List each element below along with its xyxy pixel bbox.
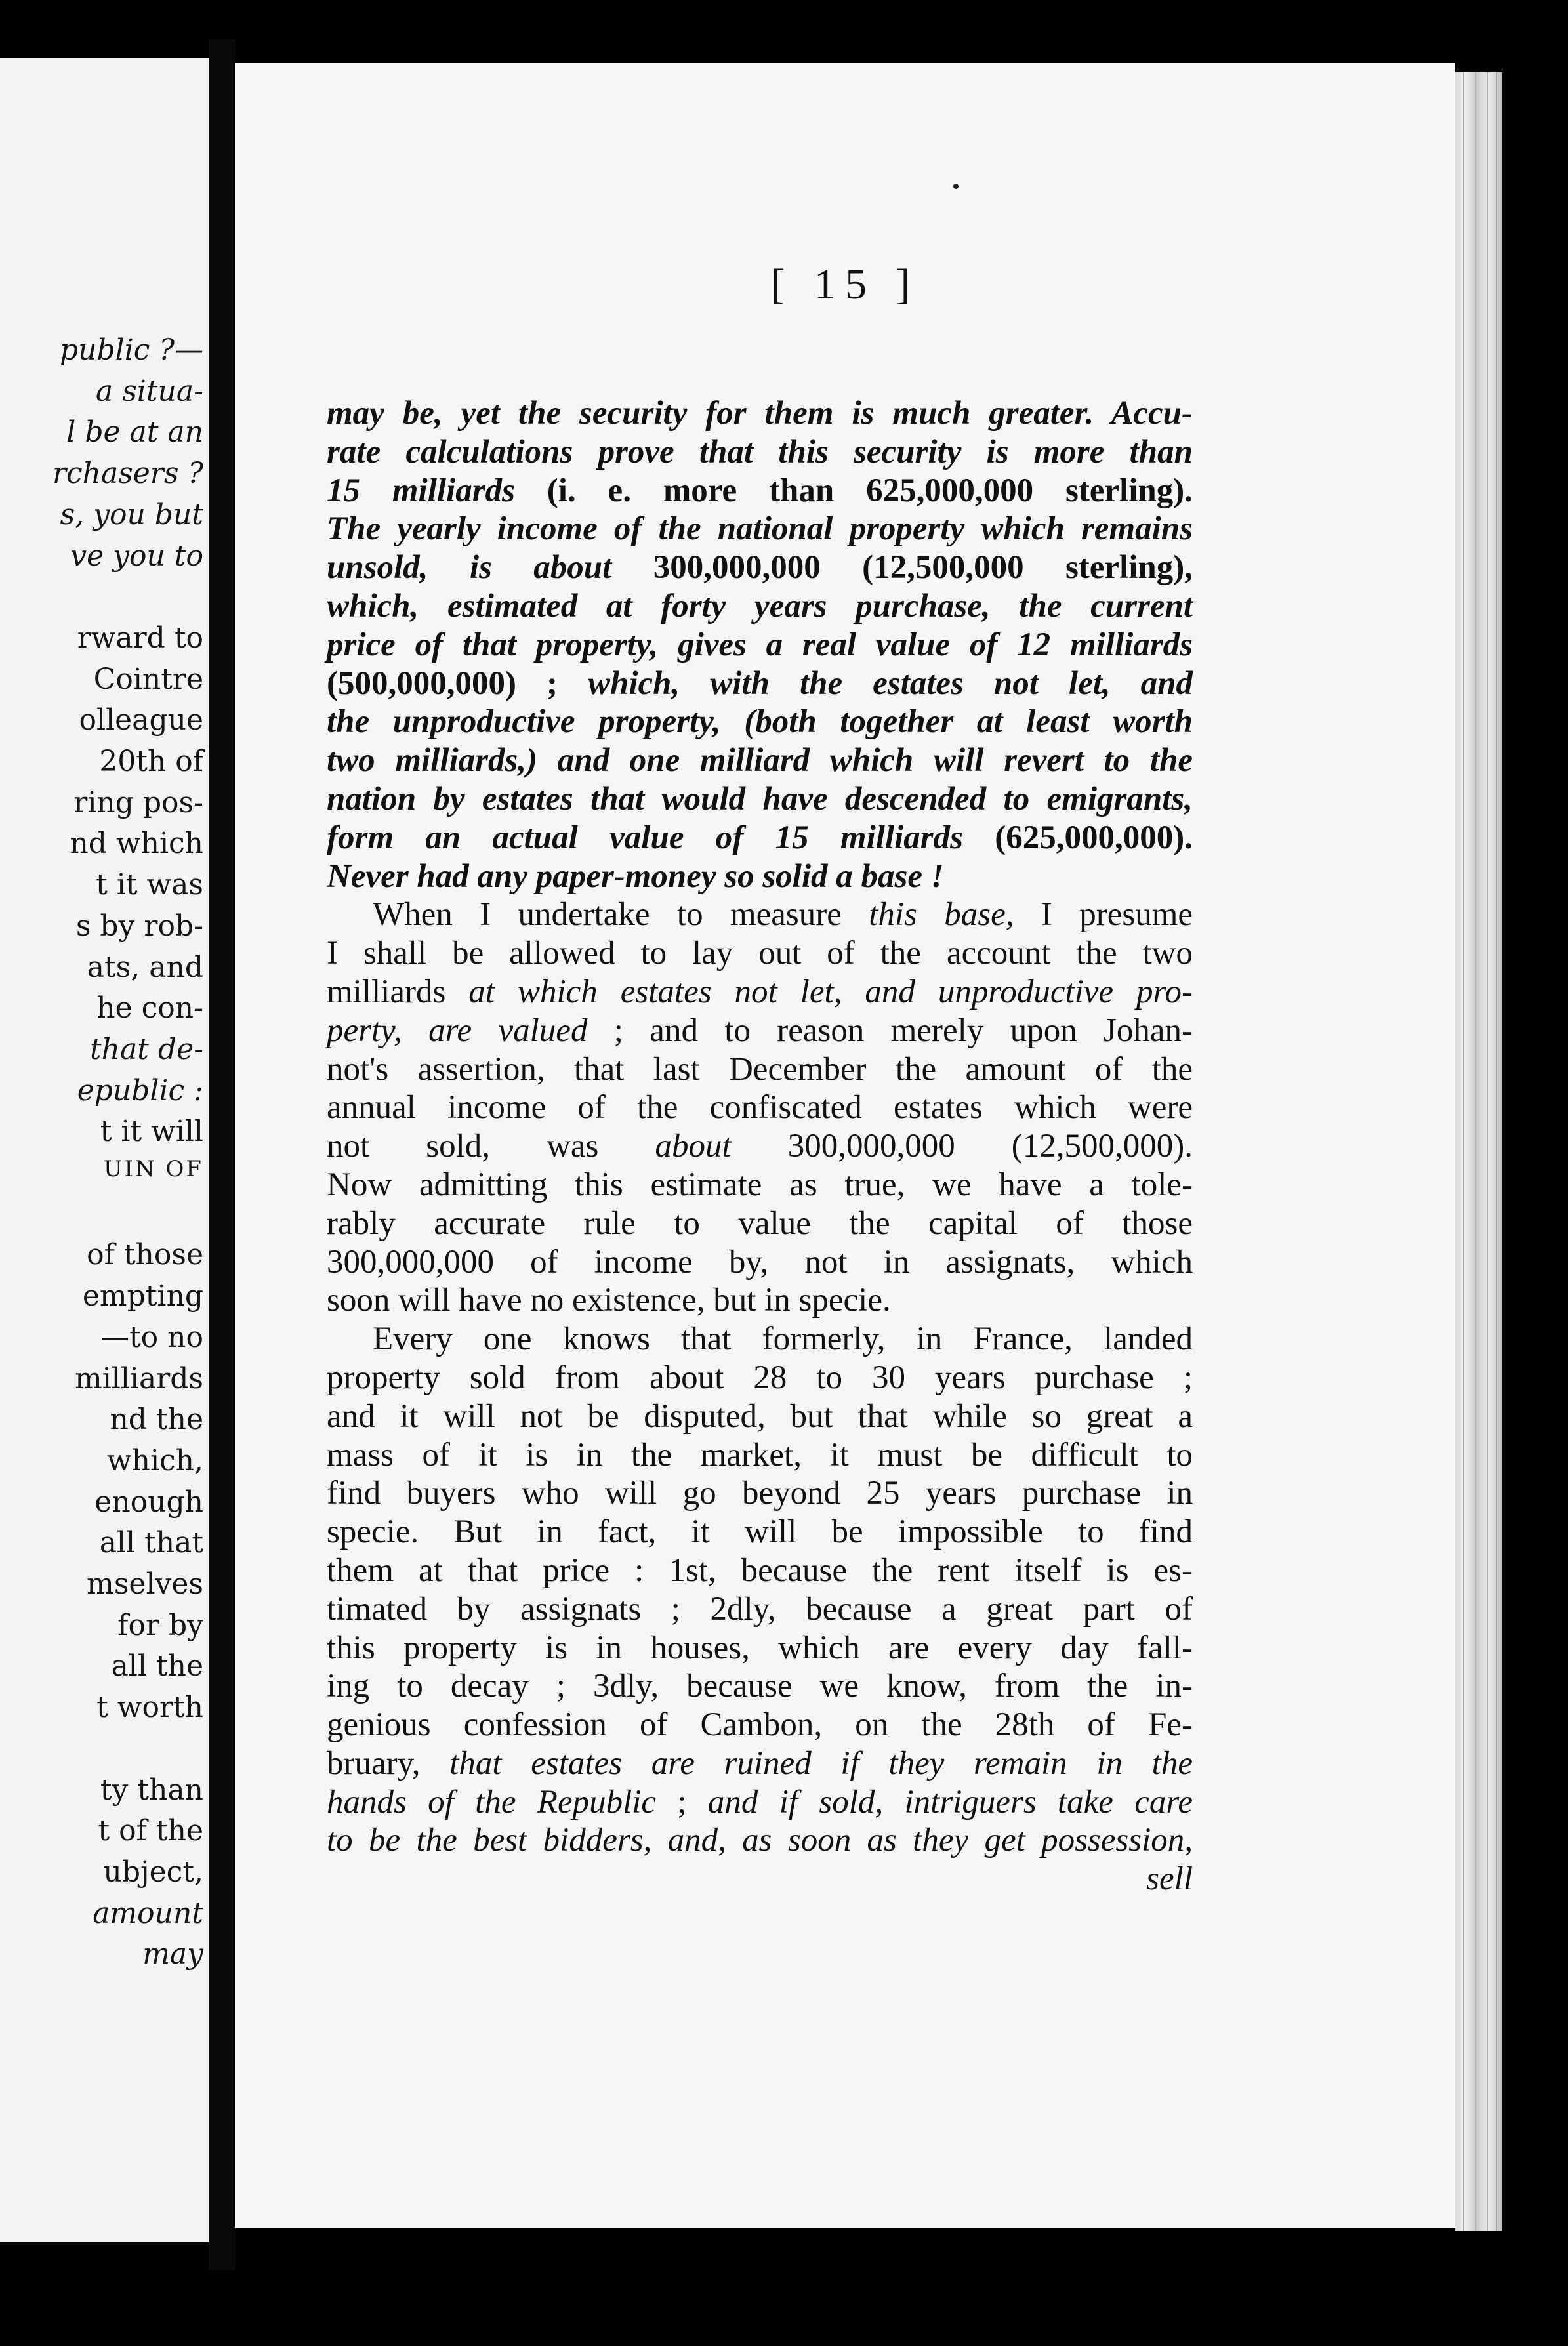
- text-segment: rably accurate rule to value the capital of those: [327, 1204, 1193, 1242]
- left-page-line: for by: [117, 1608, 203, 1642]
- text-line: [327, 626, 1193, 665]
- ink-speck: [953, 184, 959, 189]
- left-page-line: all the: [111, 1649, 203, 1683]
- text-line: [327, 1127, 1193, 1166]
- text-line: [327, 1629, 1193, 1668]
- page-stack-edge: [1455, 72, 1502, 2231]
- text-segment: (500,000,000) ;: [327, 665, 558, 702]
- left-page-line: t it will: [100, 1115, 203, 1149]
- left-page-line: s, you but: [60, 497, 203, 531]
- text-line: [327, 857, 1193, 896]
- binding-gutter: [209, 39, 235, 2270]
- text-segment: annual income of the confiscated estates which were: [327, 1089, 1193, 1126]
- text-segment: hands of the Republic: [327, 1783, 657, 1821]
- text-line: [327, 1397, 1193, 1436]
- text-line: [327, 780, 1193, 819]
- text-segment: milliards: [327, 973, 469, 1010]
- left-page-line: 20th of: [99, 745, 203, 778]
- text-segment: The yearly income of the national property which remains: [327, 510, 1193, 548]
- text-segment: not's assertion, that last December the amount of the: [327, 1050, 1193, 1088]
- text-segment: 12 milliards: [997, 626, 1193, 663]
- left-page-line: t of the: [98, 1814, 203, 1848]
- text-segment: Now admitting this estimate as true, we have a tole-: [327, 1166, 1193, 1203]
- text-segment: timated by assignats ; 2dly, because a great part of: [327, 1590, 1193, 1628]
- text-line: [327, 1821, 1193, 1860]
- text-segment: When I undertake to measure: [373, 896, 869, 934]
- text-line: [327, 1088, 1193, 1127]
- text-segment: Every one knows that formerly, in France, landed: [373, 1321, 1193, 1358]
- catchword: sell: [1146, 1861, 1193, 1898]
- page-number: [ 15 ]: [770, 260, 920, 308]
- text-segment: nation by estates that would have descended to emigrants,: [327, 780, 1193, 817]
- text-line: [327, 1744, 1193, 1783]
- text-line: [327, 1706, 1193, 1744]
- left-page-line: UIN OF: [103, 1156, 203, 1182]
- text-segment: about: [655, 1128, 732, 1165]
- text-line: [327, 1204, 1193, 1243]
- text-line: [327, 1050, 1193, 1089]
- text-line: [327, 741, 1193, 780]
- text-segment: to be the best bidders,: [327, 1822, 652, 1859]
- text-segment: I shall be allowed to lay out of the account the two: [327, 935, 1193, 972]
- text-line: [327, 1320, 1193, 1359]
- text-segment: 300,000,000 of income by, not in assignats, which: [327, 1243, 1193, 1281]
- text-segment: find buyers who will go beyond 25 years purchase in: [327, 1475, 1193, 1512]
- left-page-line: amount: [93, 1896, 203, 1930]
- text-segment: that estates are ruined if they remain in the: [449, 1744, 1193, 1782]
- text-segment: 300,000,000 (12,500,000).: [731, 1128, 1193, 1165]
- text-segment: two milliards,) and one milliard which will revert to the: [327, 742, 1193, 779]
- page: [235, 63, 1455, 2228]
- text-segment: price of that property, gives a real value of: [327, 626, 998, 663]
- text-segment: 15 milliards: [327, 472, 515, 509]
- left-page-line: may: [142, 1937, 203, 1971]
- left-page-line: empting: [82, 1279, 203, 1313]
- text-line: [327, 1513, 1193, 1552]
- text-segment: genious confession of Cambon, on the 28th of Fe-: [327, 1706, 1193, 1744]
- text-line: [327, 1590, 1193, 1629]
- text-segment: ; and to reason merely upon Johan-: [587, 1012, 1193, 1049]
- left-page-line: rchasers ?: [52, 457, 203, 491]
- left-page-line: ubject,: [103, 1855, 203, 1889]
- text-segment: mass of it is in the market, it must be difficult to: [327, 1436, 1193, 1473]
- left-page-line: all that: [99, 1526, 203, 1560]
- left-page-line: l be at an: [66, 415, 203, 449]
- text-line: [327, 510, 1193, 548]
- text-segment: property sold from about 28 to 30 years purchase ;: [327, 1359, 1193, 1396]
- text-segment: 300,000,000 (12,500,000 sterling),: [611, 549, 1193, 586]
- text-segment: at which estates not let, and unproductive pro-: [468, 973, 1193, 1010]
- text-line: [327, 1166, 1193, 1204]
- text-segment: which, estimated at forty years purchase, the current: [327, 587, 1193, 625]
- text-segment: form an actual value of 15 milliards: [327, 819, 963, 856]
- text-line: [327, 1552, 1193, 1590]
- text-segment: perty, are valued: [327, 1012, 588, 1049]
- text-line: [327, 934, 1193, 973]
- text-line: [327, 703, 1193, 741]
- text-segment: not sold, was: [327, 1128, 655, 1165]
- text-line: [327, 819, 1193, 857]
- text-segment: and it will not be disputed, but that while so great a: [327, 1397, 1193, 1435]
- left-page-line: milliards: [74, 1361, 203, 1395]
- text-segment: rate calculations prove that this security is more than: [327, 433, 1193, 470]
- text-segment: which, with the estates not let, and: [557, 665, 1193, 702]
- left-page-line: he con-: [96, 991, 203, 1025]
- text-segment: bruary,: [327, 1744, 450, 1782]
- text-segment: and if sold, intriguers take care: [707, 1783, 1193, 1821]
- text-line: [327, 472, 1193, 510]
- text-line: [327, 1783, 1193, 1822]
- text-segment: I presume: [1014, 896, 1193, 934]
- left-page-fragment: [0, 58, 209, 2242]
- body-text: [327, 394, 1193, 1899]
- text-line: [327, 394, 1193, 433]
- left-page-line: t worth: [96, 1691, 203, 1725]
- left-page-line: —to no: [100, 1320, 203, 1354]
- text-segment: ;: [656, 1783, 708, 1821]
- text-line: [327, 665, 1193, 703]
- left-page-line: olleague: [79, 703, 203, 737]
- left-page-line: s by rob-: [75, 909, 203, 943]
- text-line: [327, 973, 1193, 1012]
- left-page-line: ats, and: [87, 950, 203, 984]
- left-page-line: that de-: [90, 1032, 203, 1066]
- left-page-line: rward to: [77, 621, 203, 655]
- text-segment: Never had any paper-money so solid a base !: [327, 857, 944, 895]
- left-page-line: ty than: [100, 1773, 203, 1807]
- text-line: [327, 548, 1193, 587]
- left-page-line: epublic :: [77, 1073, 203, 1107]
- left-page-line: ring pos-: [73, 785, 203, 819]
- left-page-line: a situa-: [96, 374, 203, 408]
- text-segment: this property is in houses, which are every day fall-: [327, 1629, 1193, 1666]
- left-page-line: t it was: [96, 868, 203, 902]
- text-segment: specie. But in fact, it will be impossible to find: [327, 1513, 1193, 1551]
- text-segment: and, as soon as they get possession,: [651, 1822, 1193, 1859]
- left-page-line: Cointre: [93, 662, 203, 696]
- text-line: [327, 1281, 1193, 1320]
- left-page-line: nd the: [110, 1403, 203, 1437]
- text-line: [327, 1474, 1193, 1513]
- left-page-line: public ?—: [59, 333, 203, 367]
- left-page-line: mselves: [87, 1567, 203, 1601]
- left-page-line: enough: [94, 1485, 203, 1519]
- text-line: [327, 1243, 1193, 1282]
- text-line: [327, 1667, 1193, 1706]
- text-segment: unsold, is about: [327, 549, 612, 586]
- text-segment: the unproductive property, (both together at least worth: [327, 703, 1193, 741]
- left-page-line: ve you to: [70, 539, 203, 573]
- text-segment: (625,000,000).: [962, 819, 1193, 856]
- text-segment: them at that price : 1st, because the rent itself is es-: [327, 1552, 1193, 1589]
- left-page-line: of those: [87, 1238, 203, 1272]
- text-line: [327, 1436, 1193, 1475]
- text-line: [327, 1012, 1193, 1050]
- text-segment: soon will have no existence, but in specie.: [327, 1282, 891, 1319]
- left-page-line: nd which: [70, 827, 203, 861]
- text-line: [327, 433, 1193, 472]
- text-line: [327, 587, 1193, 626]
- text-segment: (i. e. more than 625,000,000 sterling).: [514, 472, 1193, 509]
- text-segment: ing to decay ; 3dly, because we know, from the in-: [327, 1668, 1193, 1705]
- text-line: [327, 1359, 1193, 1397]
- text-segment: may be, yet the security for them is much greater. Accu-: [327, 395, 1193, 432]
- left-page-line: which,: [106, 1443, 203, 1477]
- text-line: [327, 895, 1193, 934]
- text-segment: this base,: [869, 896, 1014, 934]
